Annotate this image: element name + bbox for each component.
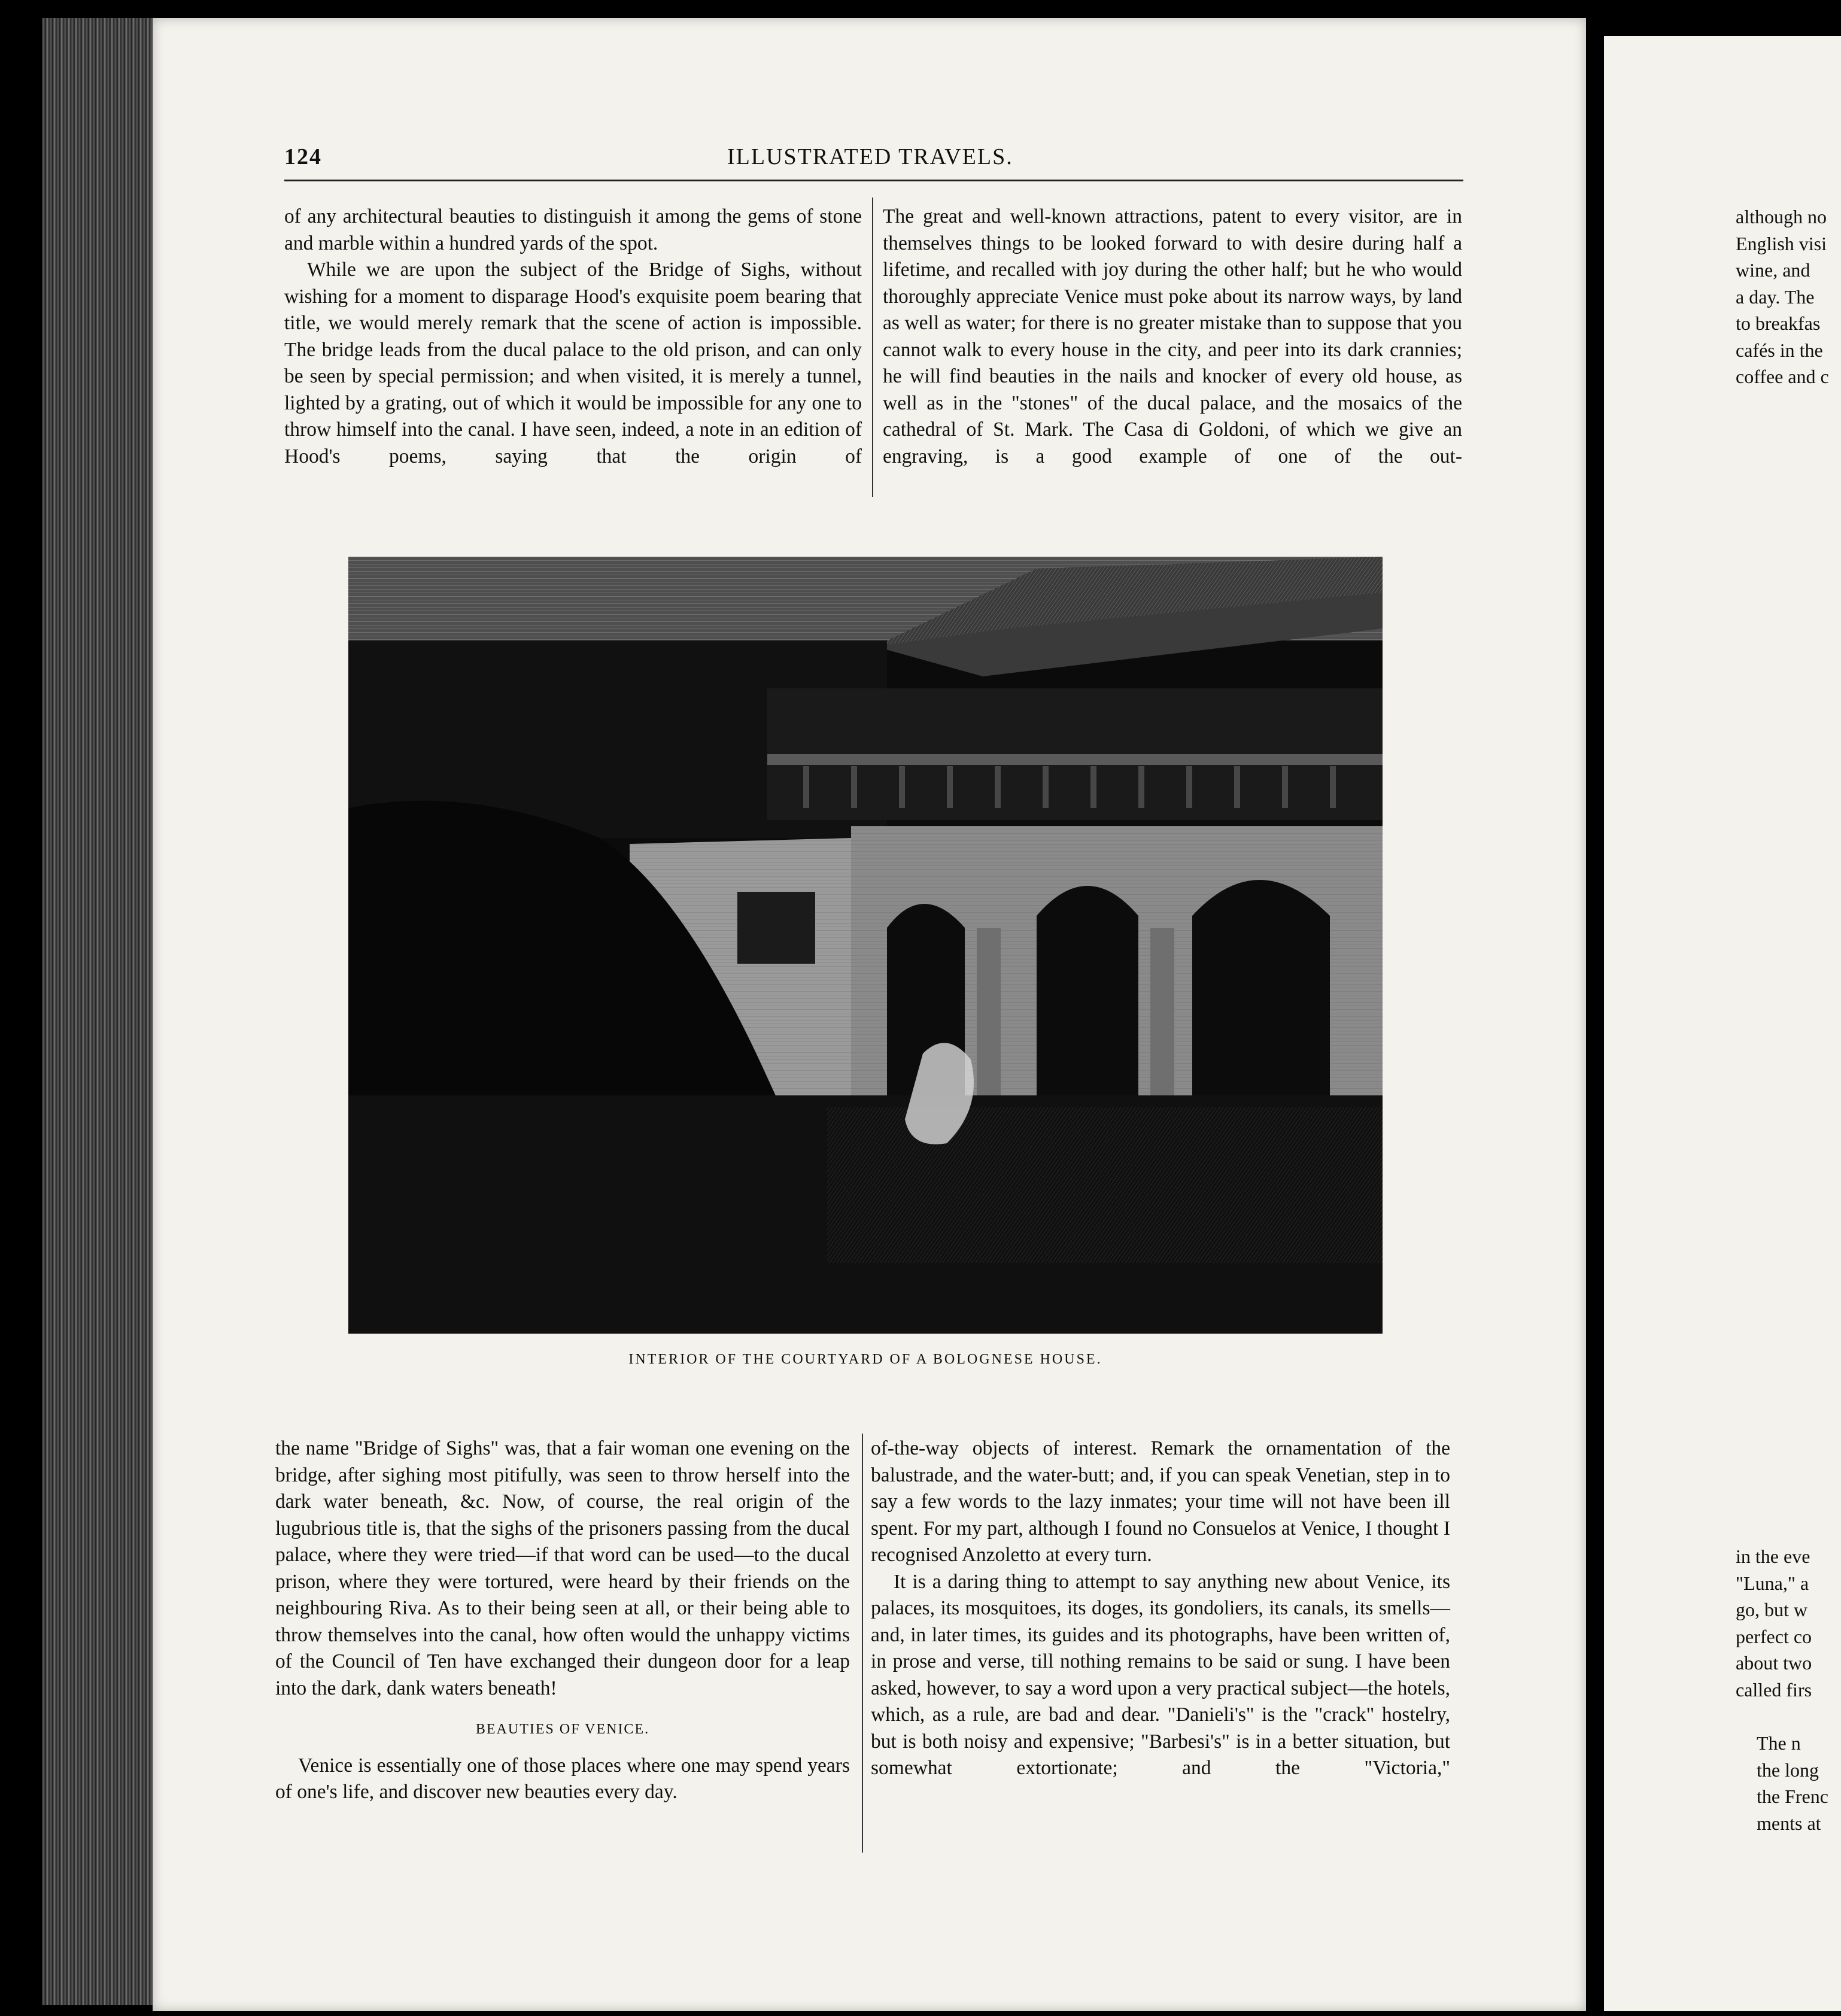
text-line: perfect co [1736, 1625, 1812, 1647]
paragraph: Venice is essentially one of those places where one may spend years of one's life, and discover new beauties every day. [275, 1754, 850, 1803]
text-line: "Luna," a [1736, 1572, 1809, 1594]
text-line: called firs [1736, 1678, 1812, 1701]
paragraph: the name "Bridge of Sighs" was, that a fair woman one evening on the bridge, after sighing most pitifully, was seen to throw herself into the dark water beneath, &c. Now, of course, the real origin of the lugubrious title is, that the sighs of the prisoners passing from the ducal palace, where they were tried—if that word can be used—to the ducal prison, where they were tortured, were heard by their friends on the neighbouring Riva. As to their being seen at all, or their being able to throw themselves into the canal, how often would the unhappy victims of the Council of Ten have exchanged their dungeon door for a leap into the dark, dank waters beneath! [275, 1437, 850, 1699]
text-line: the long [1757, 1759, 1819, 1781]
text-line: ments at [1757, 1812, 1821, 1834]
facing-page-text-bottom [1757, 1730, 1828, 1836]
engraving-illustration [348, 557, 1383, 1334]
text-line: although no [1736, 206, 1827, 227]
text-column-bottom-left [275, 1435, 850, 1806]
text-line: English visi [1736, 232, 1827, 254]
book-spine [42, 18, 153, 2005]
text-line: The n [1757, 1732, 1801, 1754]
column-divider [872, 198, 873, 497]
column-divider [862, 1434, 863, 1853]
text-line: to breakfas [1736, 312, 1821, 334]
section-heading: BEAUTIES OF VENICE. [475, 1722, 650, 1737]
facing-page-text-middle [1736, 1543, 1812, 1703]
text-line: the Frenc [1757, 1786, 1828, 1807]
figure-caption: INTERIOR OF THE COURTYARD OF A BOLOGNESE HOUSE. [628, 1352, 1102, 1367]
text-line: a day. The [1736, 286, 1815, 308]
paragraph: It is a daring thing to attempt to say anything new about Venice, its palaces, its mosquitoes, its doges, its gondoliers, its canals, its smells—and, in later times, its guides and its photographs, have been written of, in prose and verse, till nothing remains to be said or sung. I have been asked, however, to say a word upon a very practical subject—the hotels, which, as a rule, are bad and dear. "Danieli's" is the "crack" hostelry, but is both noisy and expensive; "Barbesi's" is in a better situation, but somewhat extortionate; and the "Victoria," [871, 1570, 1450, 1779]
paragraph: While we are upon the subject of the Bridge of Sighs, without wishing for a moment to disparage Hood's exquisite poem bearing that title, we would merely remark that the scene of action is impossible. The bridge leads from the ducal palace to the old prison, and can only be seen by special permission; and when visited, it is merely a tunnel, lighted by a grating, out of which it would be impossible for any one to throw himself into the canal. I have seen, indeed, a note in an edition of Hood's poems, saying that the origin of [284, 259, 862, 467]
facing-page-text-top [1736, 204, 1829, 390]
text-line: in the eve [1736, 1546, 1810, 1567]
paragraph: of-the-way objects of interest. Remark the ornamentation of the balustrade, and the water-butt; and, if you can speak Venetian, step in to say a few words to the lazy inmates; your time will not have been ill spent. For my part, although I found no Consuelos at Venice, I thought I recognised Anzoletto at every turn. [871, 1437, 1450, 1566]
text-column-top-right [883, 204, 1462, 470]
page-number: 124 [284, 144, 322, 169]
text-line: go, but w [1736, 1599, 1807, 1620]
running-head-title: ILLUSTRATED TRAVELS. [727, 144, 1013, 169]
header-rule [284, 180, 1463, 181]
text-line: coffee and c [1736, 366, 1829, 387]
text-line: about two [1736, 1652, 1812, 1674]
paragraph: The great and well-known attractions, patent to every visitor, are in themselves things to be looked forward to with desire during half a lifetime, and recalled with joy during the other half; but he who would thoroughly appreciate Venice must poke about its narrow ways, by land as well as water; for there is no greater mistake than to suppose that you cannot walk to every house in the city, and peer into its dark crannies; he will find beauties in the nails and knocker of every old house, as well as in the "stones" of the ducal palace, and the mosaics of the cathedral of St. Mark. The Casa di Goldoni, of which we give an engraving, is a good example of one of the out- [883, 205, 1462, 467]
text-line: cafés in the [1736, 339, 1823, 361]
paragraph: of any architectural beauties to distinguish it among the gems of stone and marble within a hundred yards of the spot. [284, 205, 862, 254]
text-line: wine, and [1736, 259, 1810, 281]
text-column-top-left [284, 204, 862, 470]
text-column-bottom-right [871, 1435, 1450, 1782]
courtyard-engraving [348, 557, 1383, 1334]
